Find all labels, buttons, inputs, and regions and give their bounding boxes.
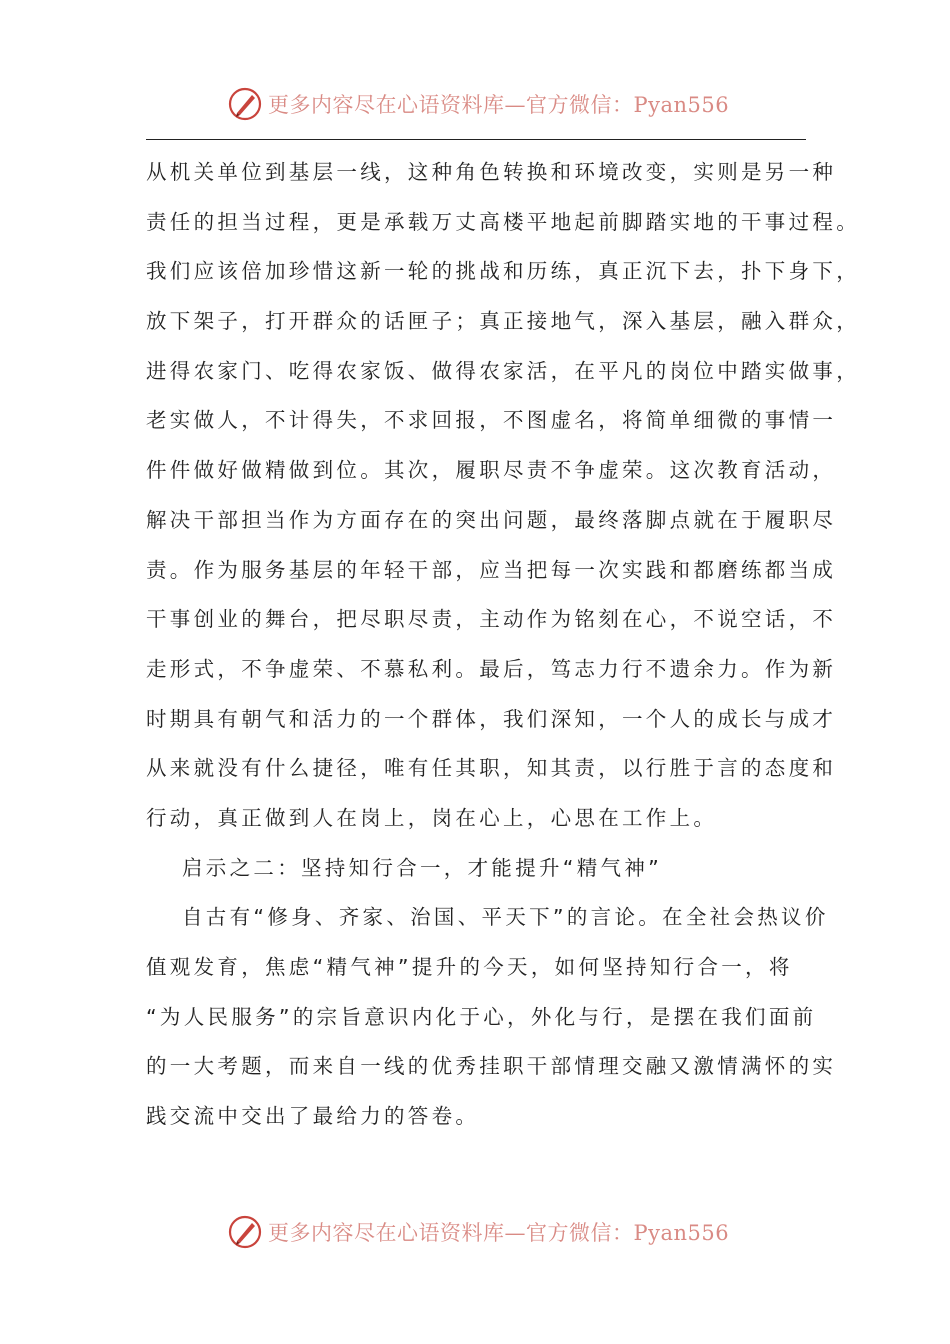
body-line: 自古有“修身、齐家、治国、平天下”的言论。在全社会热议价 bbox=[182, 905, 829, 930]
body-line: 值观发育，焦虑“精气神”提升的今天，如何坚持知行合一，将 bbox=[146, 955, 793, 979]
page-header bbox=[228, 84, 729, 124]
body-line: 从机关单位到基层一线，这种角色转换和环境改变，实则是另一种 bbox=[146, 160, 837, 184]
header-divider bbox=[146, 139, 806, 140]
footer-brand-text: 更多内容尽在心语资料库—官方微信：Pyan556 bbox=[268, 1221, 730, 1245]
body-line: 干事创业的舞台，把尽职尽责，主动作为铭刻在心，不说空话，不 bbox=[146, 607, 837, 632]
body-line: 我们应该倍加珍惜这新一轮的挑战和历练，真正沉下去，扑下身下， bbox=[146, 259, 860, 284]
body-line: 走形式，不争虚荣、不慕私利。最后，笃志力行不遗余力。作为新 bbox=[146, 656, 837, 681]
body-line: 时期具有朝气和活力的一个群体，我们深知，一个人的成长与成才 bbox=[146, 706, 837, 731]
body-line: 老实做人，不计得失，不求回报，不图虚名，将简单细微的事情一 bbox=[146, 408, 837, 433]
page-footer bbox=[228, 1212, 729, 1252]
body-line: 从来就没有什么捷径，唯有任其职，知其责，以行胜于言的态度和 bbox=[146, 756, 837, 781]
body-line: 放下架子，打开群众的话匣子；真正接地气，深入基层，融入群众， bbox=[146, 309, 860, 334]
body-line: 的一大考题，而来自一线的优秀挂职干部情理交融又激情满怀的实 bbox=[146, 1054, 837, 1079]
body-line: 解决干部担当作为方面存在的突出问题，最终落脚点就在于履职尽 bbox=[146, 507, 837, 532]
body-line: “为人民服务”的宗旨意识内化于心，外化与行，是摆在我们面前 bbox=[146, 1004, 817, 1029]
body-line: 责任的担当过程，更是承载万丈高楼平地起前脚踏实地的干事过程。 bbox=[146, 209, 860, 234]
body-line: 进得农家门、吃得农家饭、做得农家活，在平凡的岗位中踏实做事， bbox=[146, 358, 860, 383]
body-line: 责。作为服务基层的年轻干部，应当把每一次实践和都磨练都当成 bbox=[146, 557, 837, 582]
pen-logo-icon bbox=[228, 87, 262, 121]
header-brand-text: 更多内容尽在心语资料库—官方微信：Pyan556 bbox=[268, 93, 730, 117]
section-heading: 启示之二：坚持知行合一，才能提升“精气神” bbox=[182, 855, 663, 880]
document-body bbox=[146, 148, 860, 1142]
pen-logo-icon bbox=[228, 1215, 262, 1249]
body-line: 件件做好做精做到位。其次，履职尽责不争虚荣。这次教育活动， bbox=[146, 458, 837, 483]
body-line: 践交流中交出了最给力的答卷。 bbox=[146, 1104, 480, 1129]
body-line: 行动，真正做到人在岗上，岗在心上，心思在工作上。 bbox=[146, 805, 718, 830]
